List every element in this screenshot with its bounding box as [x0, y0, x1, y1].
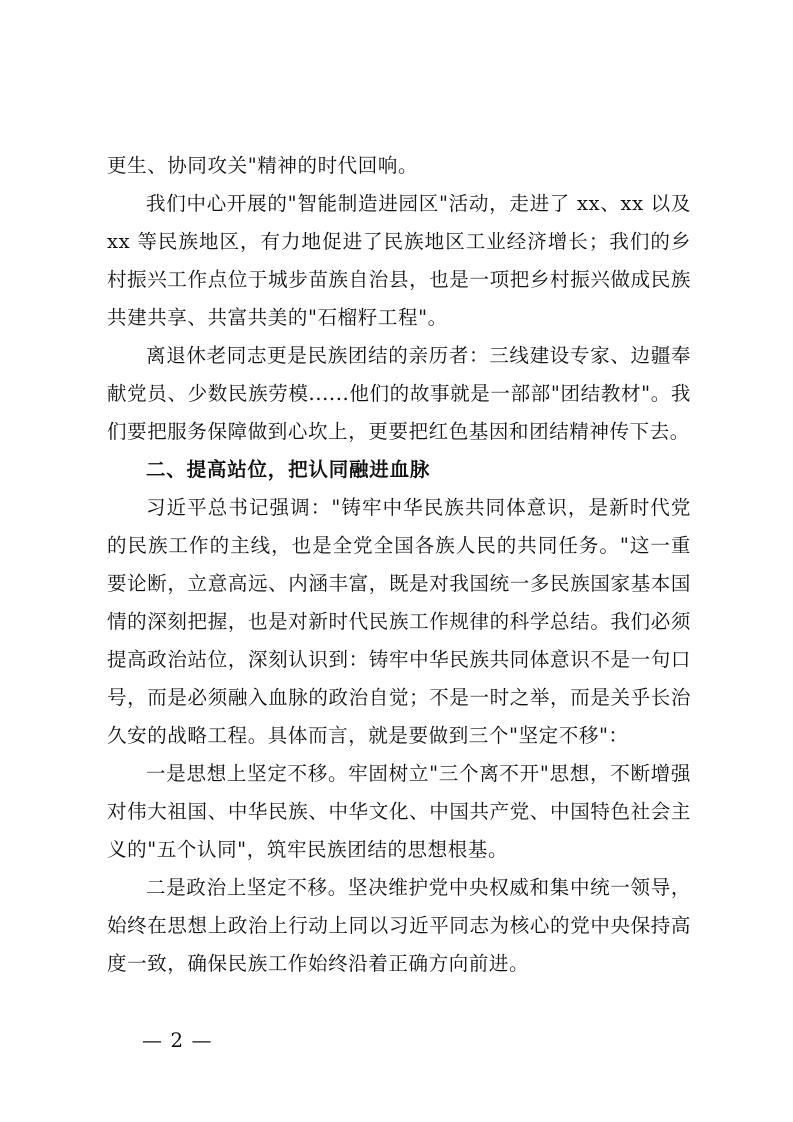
document-body: [107, 147, 691, 983]
paragraph-ideological-firmness: 一是思想上坚定不移。牢固树立"三个离不开"思想，不断增强对伟大祖国、中华民族、中华文化、中国共产党、中国特色社会主义的"五个认同"，筑牢民族团结的思想根基。: [107, 762, 691, 861]
paragraph-political-firmness: 二是政治上坚定不移。坚决维护党中央权威和集中统一领导，始终在思想上政治上行动上同以习近平同志为核心的党中央保持高度一致，确保民族工作始终沿着正确方向前进。: [107, 876, 691, 975]
section-heading: 二、提高站位，把认同融进血脉: [146, 458, 431, 481]
paragraph-continuation: 更生、协同攻关"精神的时代回响。: [107, 154, 419, 177]
page-number: — 2 —: [142, 1028, 213, 1052]
paragraph-retired-comrades: 离退休老同志更是民族团结的亲历者：三线建设专家、边疆奉献党员、少数民族劳模......他们的故事就是一部部"团结教材"。我们要把服务保障做到心坎上，更要把红色基因和团结精神传下去。: [107, 344, 691, 443]
paragraph-smart-manufacturing: 我们中心开展的"智能制造进园区"活动，走进了 xx、xx 以及 xx 等民族地区，有力地促进了民族地区工业经济增长；我们的乡村振兴工作点位于城步苗族自治县，也是一项把乡村振兴做成民族共建共享、共富共美的"石榴籽工程"。: [107, 192, 691, 329]
paragraph-xi-quote: 习近平总书记强调："铸牢中华民族共同体意识，是新时代党的民族工作的主线，也是全党全国各族人民的共同任务。"这一重要论断，立意高远、内涵丰富，既是对我国统一多民族国家基本国情的深刻把握，也是对新时代民族工作规律的科学总结。我们必须提高政治站位，深刻认识到：铸牢中华民族共同体意识不是一句口号，而是必须融入血脉的政治自觉；不是一时之举，而是关乎长治久安的战略工程。具体而言，就是要做到三个"坚定不移"：: [107, 496, 691, 747]
